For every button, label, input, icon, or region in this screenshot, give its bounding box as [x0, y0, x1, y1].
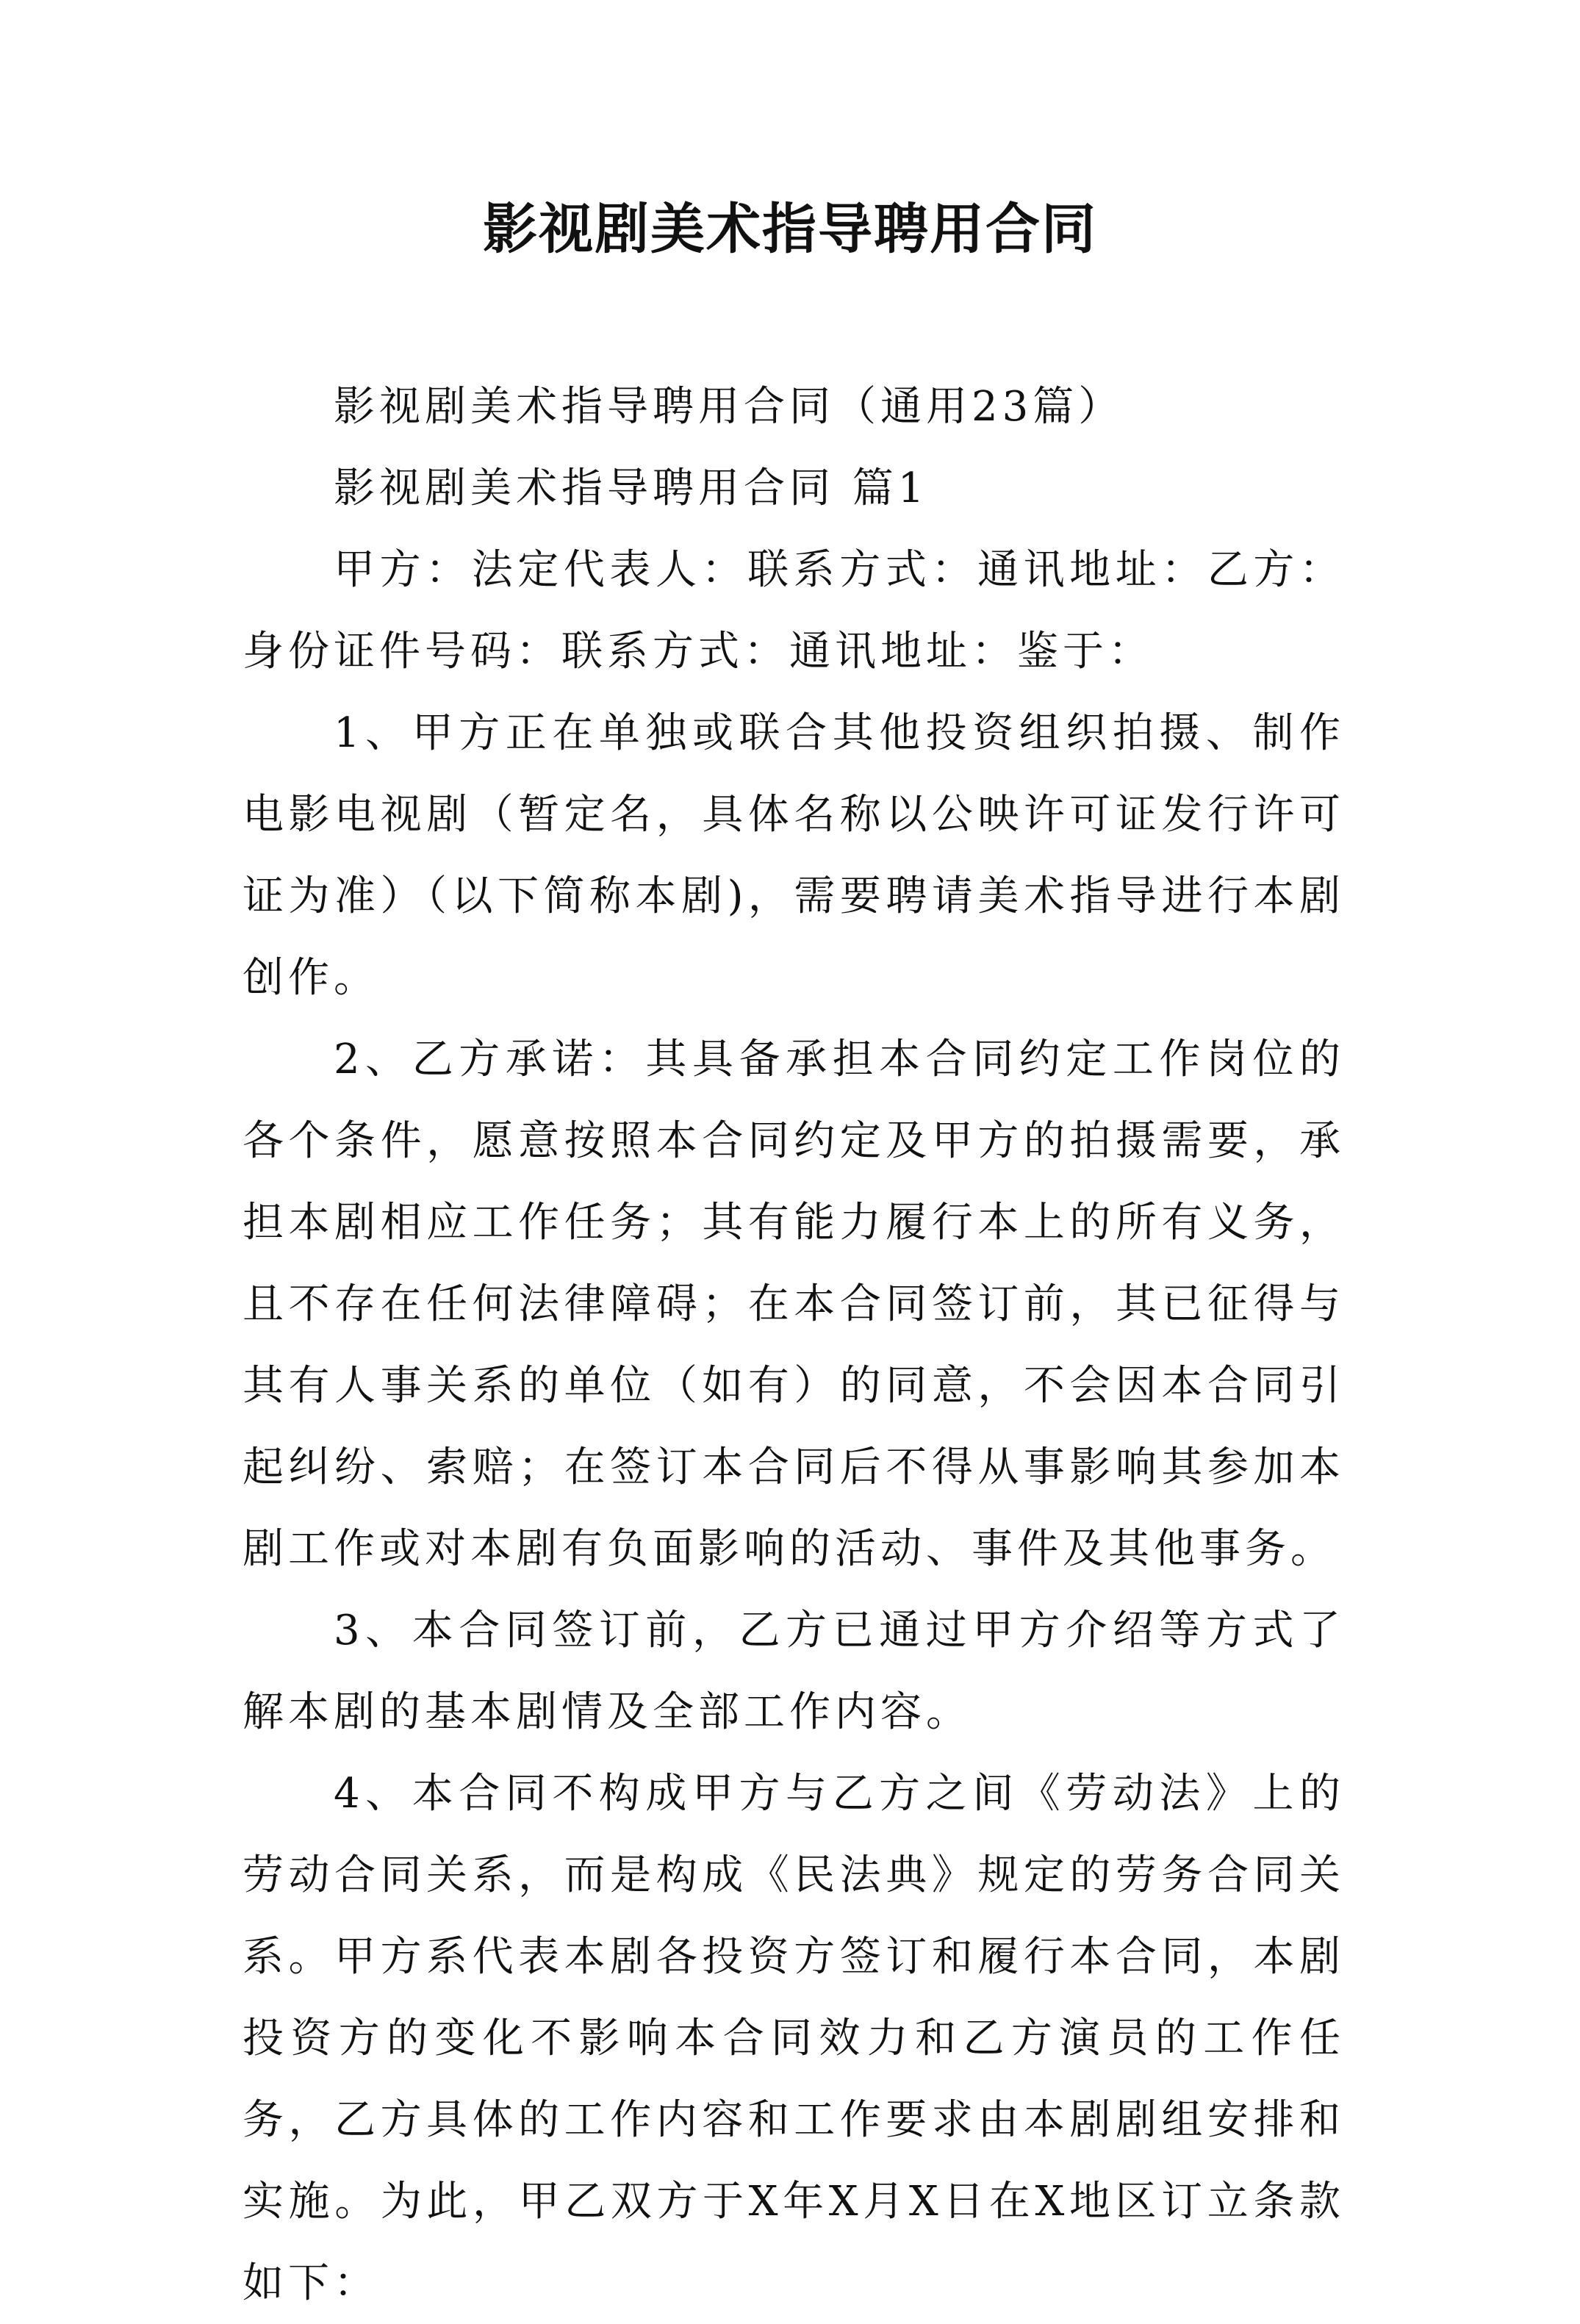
paragraph-parties: 甲方：法定代表人：联系方式：通讯地址：乙方：身份证件号码：联系方式：通讯地址：鉴于：: [243, 546, 1345, 675]
document-title: 影视剧美术指导聘用合同: [483, 198, 1097, 261]
paragraph-clause-3: 3、本合同签订前，乙方已通过甲方介绍等方式了解本剧的基本剧情及全部工作内容。: [243, 1607, 1345, 1736]
paragraph-clause-4: 4、本合同不构成甲方与乙方之间《劳动法》上的劳动合同关系，而是构成《民法典》规定的劳务合同关系。甲方系代表本剧各投资方签订和履行本合同，本剧投资方的变化不影响本合同效力和乙方演员的工作任务，乙方具体的工作内容和工作要求由本剧剧组安排和实施。为此，甲乙双方于X年X月X日在X地区订立条款如下：: [243, 1770, 1345, 2307]
document-body: [243, 366, 1345, 2324]
paragraph-subtitle: 影视剧美术指导聘用合同（通用23篇）: [334, 383, 1124, 431]
paragraph-clause-1: 1、甲方正在单独或联合其他投资组织拍摄、制作电影电视剧（暂定名，具体名称以公映许可证发行许可证为准）（以下简称本剧)，需要聘请美术指导进行本剧创作。: [243, 709, 1345, 1002]
paragraph-section-heading: 影视剧美术指导聘用合同 篇1: [334, 465, 929, 512]
paragraph-clause-2: 2、乙方承诺：其具备承担本合同约定工作岗位的各个条件，愿意按照本合同约定及甲方的拍摄需要，承担本剧相应工作任务；其有能力履行本上的所有义务，且不存在任何法律障碍；在本合同签订前，其已征得与其有人事关系的单位（如有）的同意，不会因本合同引起纠纷、索赔；在签订本合同后不得从事影响其参加本剧工作或对本剧有负面影响的活动、事件及其他事务。: [243, 1036, 1345, 1573]
